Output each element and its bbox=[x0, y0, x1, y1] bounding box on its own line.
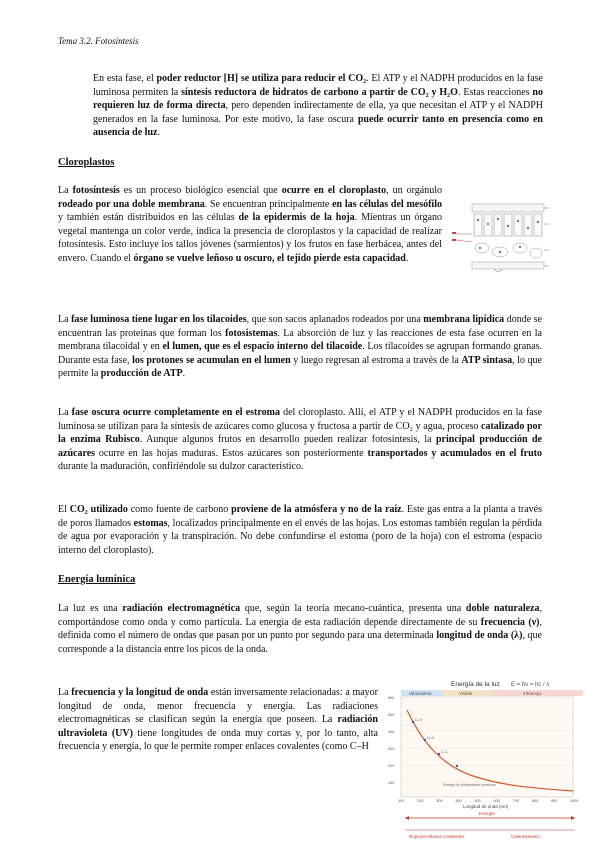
section-heading-energia: Energía lumínica bbox=[58, 574, 136, 585]
svg-text:C–H: C–H bbox=[415, 718, 423, 722]
x-tick-label: 100 bbox=[398, 799, 405, 803]
y-tick-label: 600 bbox=[388, 696, 395, 700]
svg-text:C–C: C–C bbox=[441, 750, 449, 754]
light-energy-chart bbox=[383, 674, 583, 842]
y-tick-label: 200 bbox=[388, 764, 395, 768]
right-note: Calentamiento bbox=[511, 834, 541, 839]
x-tick-label: 700 bbox=[512, 799, 520, 803]
x-tick-label: 600 bbox=[493, 799, 500, 803]
band-ir: Infrarrojo bbox=[523, 691, 542, 696]
paragraph-fase-oscura: La fase oscura ocurre completamente en el estroma del cloroplasto. Allí, el ATP y el NADPH producidos en la fase luminosa se utilizan para la síntesis de azúcares como glucosa y fructosa a partir de CO₂ y agua, proceso catalizado por la enzima Rubisco. Aunque algunos frutos en desarrollo pueden realizar fotosíntesis, la principal producción de azúcares ocurre en las hojas maduras. Estos azúcares son posteriormente transportados y acumulados en el fruto durante la maduración, confiriéndole su dulzor característico. bbox=[58, 407, 542, 472]
x-tick-label: 500 bbox=[474, 799, 481, 803]
paragraph-co2: El CO₂ utilizado como fuente de carbono proviene de la atmósfera y no de la raíz. Este gas entra a la planta a través de poros llamados estomas, localizados principalmente en el envés de las hojas. Los estomas también regulan la pérdida de agua por evaporación y la transpiración. No debe confundirse el estoma (poro de la hoja) con el estroma (espacio interno del cloroplasto). bbox=[58, 504, 543, 556]
svg-text:O–H: O–H bbox=[427, 736, 435, 740]
y-tick-label: 300 bbox=[388, 747, 395, 751]
x-tick-label: 400 bbox=[455, 799, 462, 803]
energia-arrow-label: Energía bbox=[479, 811, 495, 816]
band-visible: Visible bbox=[459, 691, 473, 696]
paragraph-fotosintesis: La fotosíntesis es un proceso biológico esencial que ocurre en el cloroplasto, un orgánulo rodeado por una doble membrana. Se encuentran principalmente en las células del mesófilo y también están distribuidos en las células de la epidermis de la hoja. Mientras un órgano vegetal mantenga un color verde, indica la presencia de cloroplastos y la capacidad de realizar fotosíntesis. Esto incluye los tallos jóvenes (sarmientos) y los frutos en fase herbácea, antes del envero. Cuando el órgano se vuelve leñoso u oscuro, el tejido pierde esta capacidad. bbox=[58, 185, 443, 264]
paragraph-fase-luminosa: La fase luminosa tiene lugar en los tilacoides, que son sacos aplanados rodeados por una membrana lipídica donde se encuentran las proteínas que forman los fotosistemas. La absorción de luz y las reacciones de esta fase ocurren en la membrana tilacoidal y en el lumen, que es el espacio interno del tilacoide. Los tilacoides se agrupan formando granas. Durante esta fase, los protones se acumulan en el lumen y luego regresan al estroma a través de la ATP sintasa, lo que permite la producción de ATP. bbox=[58, 314, 543, 379]
section-heading-cloroplastos: Cloroplastos bbox=[58, 157, 115, 168]
y-tick-label: 500 bbox=[388, 713, 395, 717]
x-tick-label: 900 bbox=[550, 799, 558, 803]
intro-paragraph: En esta fase, el poder reductor [H] se utiliza para reducir el CO₂. El ATP y el NADPH producidos en la fase luminosa permiten la síntesis reductora de hidratos de carbono a partir de CO₂ y H₂O. Estas reacciones no requieren luz de forma directa, pero dependen indirectamente de ella, ya que necesitan el ATP y el NADPH generados en la fase luminosa. Por este motivo, la fase oscura puede ocurrir tanto en presencia como en ausencia de luz. bbox=[93, 73, 543, 138]
x-tick-label: 800 bbox=[531, 799, 539, 803]
y-tick-label: 100 bbox=[388, 781, 395, 785]
left-note: Ruptura enlaces covalentes bbox=[409, 834, 465, 839]
chart-formula: E = hν = hc / λ bbox=[511, 682, 550, 688]
x-tick-label: 1000 bbox=[570, 799, 579, 803]
paragraph-luz: La luz es una radiación electromagnética que, según la teoría mecano-cuántica, presenta una doble naturaleza, comportándose como onda y como partícula. La energía de esta radiación depende directamente de su frecuencia (ν), definida como el número de ondas que pasan por un punto por segundo para una determinada longitud de onda (λ), que corresponde a la distancia entre los picos de la onda. bbox=[58, 603, 542, 655]
x-tick-label: 300 bbox=[436, 799, 443, 803]
x-axis-label: Longitud de onda (nm) bbox=[463, 804, 509, 809]
y-tick-label: 400 bbox=[388, 730, 395, 734]
x-tick-label: 200 bbox=[417, 799, 424, 803]
paragraph-frecuencia: La frecuencia y la longitud de onda están inversamente relacionadas: a mayor longitud de onda, menor frecuencia y energía. Las radiaciones electromagnéticas se clasifican según la energía que poseen. La radiación ultravioleta (UV) tiene longitudes de onda muy cortas y, por lo tanto, alta frecuencia y energía, lo que le permite romper enlaces covalentes (como C–H bbox=[58, 687, 379, 752]
leaf-cross-section-figure bbox=[450, 190, 550, 290]
band-uv: Ultravioleta bbox=[409, 691, 432, 696]
svg-text:Energía de plegamiento proteín: Energía de plegamiento proteínas bbox=[443, 783, 496, 787]
page-header: Tema 3.2. Fotosíntesis bbox=[58, 36, 139, 46]
chart-title: Energía de la luz bbox=[451, 681, 500, 688]
